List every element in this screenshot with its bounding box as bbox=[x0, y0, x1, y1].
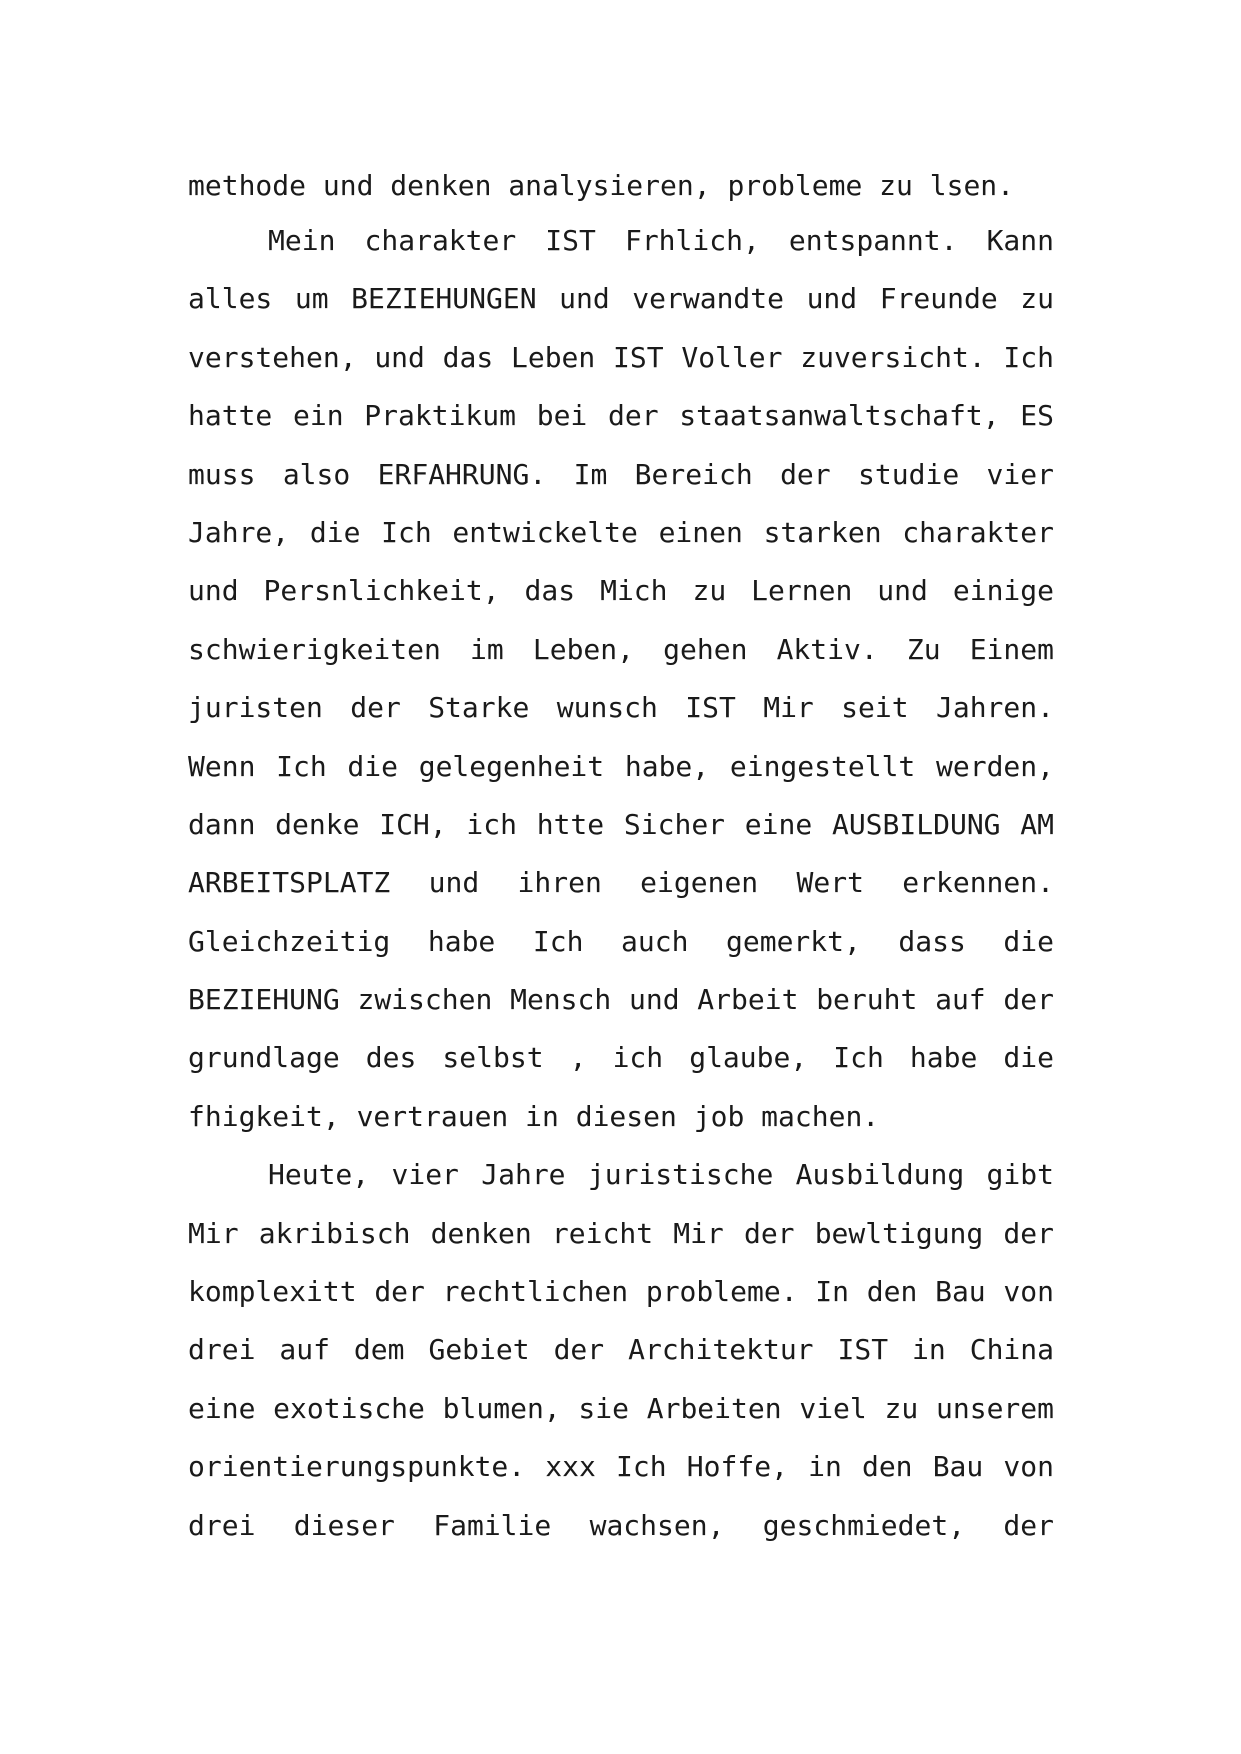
body-text bbox=[188, 166, 1054, 1564]
text-line: BEZIEHUNG zwischen Mensch und Arbeit beruht auf der bbox=[188, 983, 1054, 1017]
text-line: Gleichzeitig habe Ich auch gemerkt, dass die bbox=[188, 924, 1054, 958]
text-line: und Persnlichkeit, das Mich zu Lernen und einige bbox=[188, 574, 1054, 608]
text-line: verstehen, und das Leben IST Voller zuversicht. Ich bbox=[188, 340, 1054, 374]
text-line: drei auf dem Gebiet der Architektur IST in China bbox=[188, 1333, 1054, 1367]
text-line: schwierigkeiten im Leben, gehen Aktiv. Zu Einem bbox=[188, 632, 1054, 666]
text-line: juristen der Starke wunsch IST Mir seit Jahren. bbox=[188, 691, 1054, 725]
text-line: hatte ein Praktikum bei der staatsanwaltschaft, ES bbox=[188, 399, 1054, 433]
text-line: drei dieser Familie wachsen, geschmiedet, der bbox=[188, 1508, 1054, 1542]
text-line: Wenn Ich die gelegenheit habe, eingestellt werden, bbox=[188, 749, 1054, 783]
text-line: grundlage des selbst , ich glaube, Ich habe die bbox=[188, 1041, 1054, 1075]
text-line: alles um BEZIEHUNGEN und verwandte und Freunde zu bbox=[188, 282, 1054, 316]
paragraph-start-line: Mein charakter IST Frhlich, entspannt. Kann bbox=[268, 224, 1054, 257]
text-line: eine exotische blumen, sie Arbeiten viel zu unserem bbox=[188, 1391, 1054, 1425]
text-line: komplexitt der rechtlichen probleme. In den Bau von bbox=[188, 1275, 1054, 1309]
text-line: fhigkeit, vertrauen in diesen job machen. bbox=[188, 1099, 880, 1133]
text-line: orientierungspunkte. xxx Ich Hoffe, in den Bau von bbox=[188, 1450, 1054, 1484]
text-line: methode und denken analysieren, probleme zu lsen. bbox=[188, 169, 1015, 202]
text-line: Mir akribisch denken reicht Mir der bewltigung der bbox=[188, 1216, 1054, 1250]
text-line: Jahre, die Ich entwickelte einen starken charakter bbox=[188, 515, 1054, 549]
text-line: dann denke ICH, ich htte Sicher eine AUSBILDUNG AM bbox=[188, 807, 1054, 841]
text-line: ARBEITSPLATZ und ihren eigenen Wert erkennen. bbox=[188, 866, 1054, 900]
paragraph-start-line: Heute, vier Jahre juristische Ausbildung gibt bbox=[268, 1158, 1054, 1192]
text-line: muss also ERFAHRUNG. Im Bereich der studie vier bbox=[188, 457, 1054, 491]
